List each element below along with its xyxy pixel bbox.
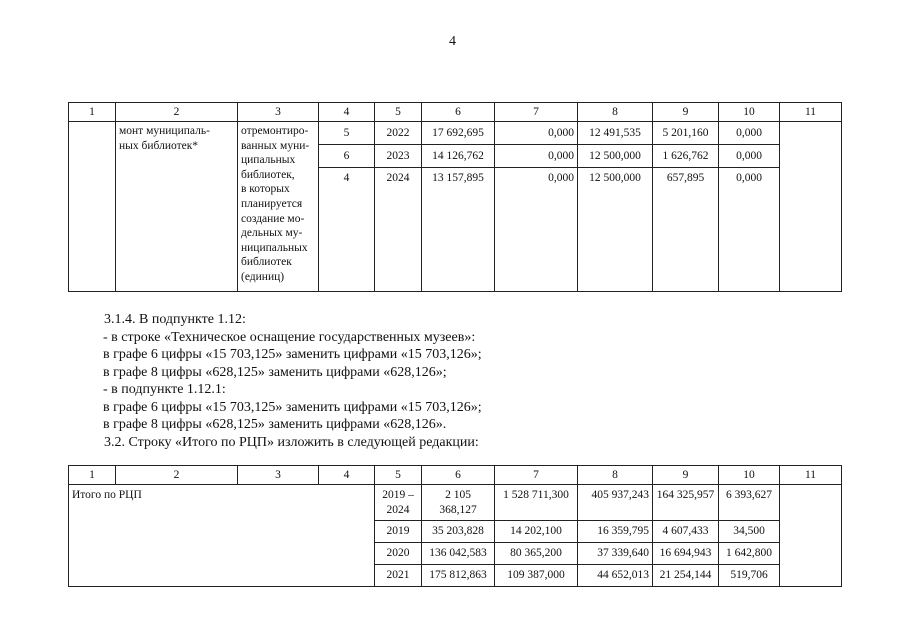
cell-value: 17 692,695 xyxy=(422,122,495,145)
header-cell: 7 xyxy=(495,466,578,485)
indicator-text: отремонтиро- ванных муни- ципальных библиотек, в которых планируется создание мо- дельных му- ниципальных библиотек (единиц) xyxy=(241,125,310,283)
cell-value: 6 xyxy=(319,145,375,168)
header-cell: 3 xyxy=(238,466,319,485)
paragraph: - в подпункте 1.12.1: xyxy=(103,382,226,397)
header-cell: 7 xyxy=(495,103,578,122)
header-cell: 2 xyxy=(116,103,238,122)
table-row xyxy=(69,122,842,145)
header-cell: 10 xyxy=(719,103,780,122)
header-cell: 1 xyxy=(69,103,116,122)
cell-value: 34,500 xyxy=(719,521,780,543)
amendment-text xyxy=(104,311,482,451)
header-cell: 3 xyxy=(238,103,319,122)
header-cell: 1 xyxy=(69,466,116,485)
cell-year: 2019 xyxy=(375,521,422,543)
header-cell: 9 xyxy=(653,466,719,485)
cell-value: 164 325,957 xyxy=(653,485,719,521)
cell-year: 2021 xyxy=(375,565,422,587)
description-text: монт муниципаль- ных библиотек* xyxy=(119,125,210,152)
cell-value: 16 359,795 xyxy=(578,521,653,543)
cell-year: 2022 xyxy=(375,122,422,145)
cell-value: 0,000 xyxy=(719,122,780,145)
header-cell: 11 xyxy=(780,103,842,122)
header-cell: 10 xyxy=(719,466,780,485)
cell-value: 657,895 xyxy=(653,168,719,292)
cell-value: 37 339,640 xyxy=(578,543,653,565)
cell-value: 6 393,627 xyxy=(719,485,780,521)
header-cell: 2 xyxy=(116,466,238,485)
cell-value: 519,706 xyxy=(719,565,780,587)
paragraph: 3.1.4. В подпункте 1.12: xyxy=(104,312,246,327)
cell-value: 0,000 xyxy=(719,168,780,292)
cell-value: 175 812,863 xyxy=(422,565,495,587)
cell-value: 12 491,535 xyxy=(578,122,653,145)
header-cell: 5 xyxy=(375,466,422,485)
cell-value: 0,000 xyxy=(495,145,578,168)
cell-value: 35 203,828 xyxy=(422,521,495,543)
year-range: 2019 – 2024 xyxy=(382,489,414,516)
cell-value: 5 201,160 xyxy=(653,122,719,145)
cell-value: 1 642,800 xyxy=(719,543,780,565)
cell-total-label: Итого по РЦП xyxy=(69,485,375,587)
header-cell: 6 xyxy=(422,103,495,122)
header-cell: 5 xyxy=(375,103,422,122)
cell-year: 2024 xyxy=(375,168,422,292)
table-header-row xyxy=(69,466,842,485)
table-row xyxy=(69,485,842,521)
table-program-items xyxy=(68,102,842,292)
table-header-row xyxy=(69,103,842,122)
cell-value: 44 652,013 xyxy=(578,565,653,587)
cell-value: 405 937,243 xyxy=(578,485,653,521)
cell-value: 0,000 xyxy=(495,168,578,292)
paragraph: в графе 8 цифры «628,125» заменить цифрами «628,126»; xyxy=(103,364,447,380)
cell-year: 2020 xyxy=(375,543,422,565)
cell-value: 1 528 711,300 xyxy=(495,485,578,521)
paragraph: в графе 6 цифры «15 703,125» заменить цифрами «15 703,126»; xyxy=(103,347,482,362)
cell-value: 0,000 xyxy=(719,145,780,168)
table-total xyxy=(68,465,842,587)
header-cell: 4 xyxy=(319,103,375,122)
paragraph: 3.2. Строку «Итого по РЦП» изложить в следующей редакции: xyxy=(104,434,479,450)
cell-value: 4 xyxy=(319,168,375,292)
cell-description xyxy=(116,122,238,292)
cell-value: 21 254,144 xyxy=(653,565,719,587)
cell-value: 80 365,200 xyxy=(495,543,578,565)
header-cell: 8 xyxy=(578,103,653,122)
header-cell: 8 xyxy=(578,466,653,485)
cell-value: 12 500,000 xyxy=(578,168,653,292)
cell-value: 5 xyxy=(319,122,375,145)
paragraph: - в строке «Техническое оснащение государственных музеев»: xyxy=(103,329,476,345)
cell-empty xyxy=(69,122,116,292)
header-cell: 9 xyxy=(653,103,719,122)
paragraph: в графе 8 цифры «628,125» заменить цифрами «628,126». xyxy=(103,417,447,432)
cell-value: 136 042,583 xyxy=(422,543,495,565)
cell-empty xyxy=(780,122,842,292)
cell-value: 12 500,000 xyxy=(578,145,653,168)
cell-value: 13 157,895 xyxy=(422,168,495,292)
cell-value: 14 202,100 xyxy=(495,521,578,543)
page-number: 4 xyxy=(449,34,456,49)
cell-value: 2 105 368,127 xyxy=(422,485,495,521)
cell-value: 0,000 xyxy=(495,122,578,145)
cell-empty xyxy=(780,485,842,587)
cell-value: 1 626,762 xyxy=(653,145,719,168)
paragraph: в графе 6 цифры «15 703,125» заменить цифрами «15 703,126»; xyxy=(103,399,482,415)
cell-value: 14 126,762 xyxy=(422,145,495,168)
cell-value: 16 694,943 xyxy=(653,543,719,565)
header-cell: 6 xyxy=(422,466,495,485)
header-cell: 11 xyxy=(780,466,842,485)
header-cell: 4 xyxy=(319,466,375,485)
cell-year: 2023 xyxy=(375,145,422,168)
cell-year xyxy=(375,485,422,521)
cell-value: 4 607,433 xyxy=(653,521,719,543)
cell-indicator xyxy=(238,122,319,292)
cell-value: 109 387,000 xyxy=(495,565,578,587)
